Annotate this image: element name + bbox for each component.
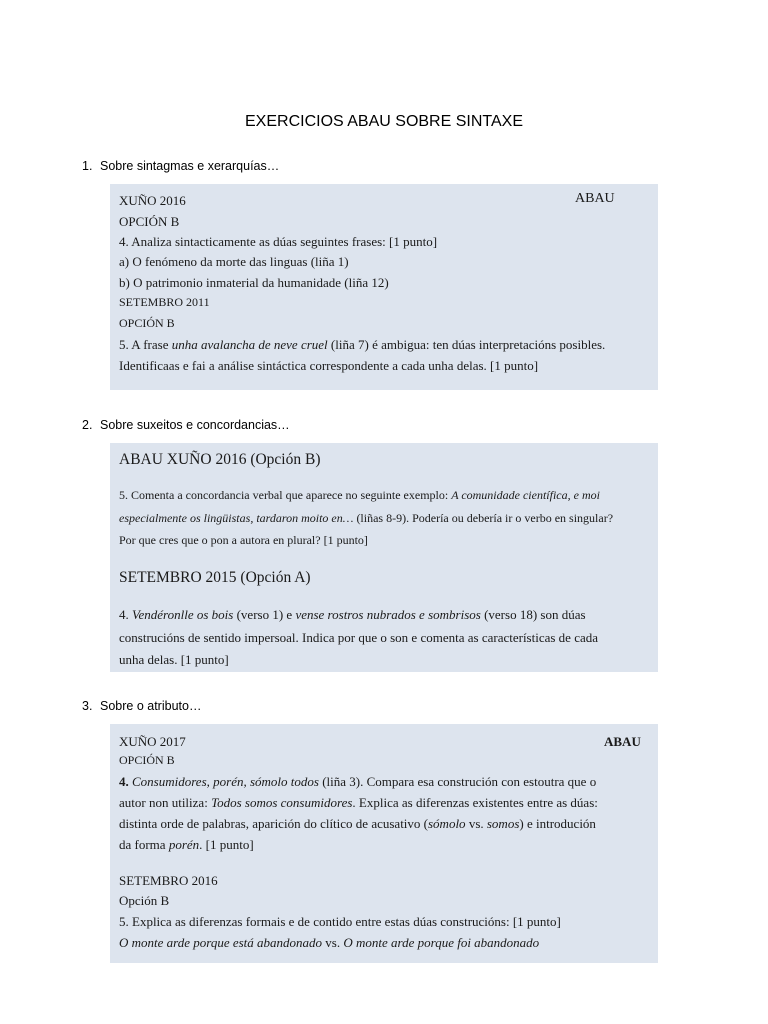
question-4-line-3: unha delas. [1 punto] bbox=[119, 652, 229, 667]
section-number: 3. bbox=[82, 699, 93, 713]
section-heading-1 bbox=[82, 159, 279, 173]
section-number: 2. bbox=[82, 418, 93, 432]
text-run: 5. A frase bbox=[119, 337, 172, 352]
italic-phrase: A comunidade científica, e moi bbox=[451, 488, 600, 502]
question-4b: b) O patrimonio inmaterial da humanidade (liña 12) bbox=[119, 275, 389, 290]
text-run: (liñas 8-9). Podería ou debería ir o verbo en singular? bbox=[353, 511, 614, 525]
section-heading-2 bbox=[82, 418, 290, 432]
exam-option: OPCIÓN B bbox=[119, 753, 175, 767]
question-5: 5. Explica as diferenzas formais e de contido entre estas dúas construcións: [1 punto] bbox=[119, 914, 561, 929]
italic-phrase: especialmente os lingüistas, tardaron moito en… bbox=[119, 511, 354, 525]
text-run: 5. Comenta a concordancia verbal que aparece no seguinte exemplo: bbox=[119, 488, 452, 502]
question-4-line-2: construcións de sentido impersoal. Indica por que o son e comenta as características de cada bbox=[119, 630, 599, 645]
question-number: 4. bbox=[119, 774, 129, 789]
section-label: Sobre sintagmas e xerarquías… bbox=[100, 159, 280, 173]
text-run: vs. bbox=[465, 816, 487, 831]
italic-phrase: O monte arde porque está abandonado bbox=[119, 935, 323, 950]
text-run: vs. bbox=[322, 935, 344, 950]
text-run: (verso 1) e bbox=[233, 607, 296, 622]
text-run: . Explica as diferenzas existentes entre as dúas: bbox=[352, 795, 598, 810]
section-label: Sobre suxeitos e concordancias… bbox=[100, 418, 290, 432]
text-run: autor non utiliza: bbox=[119, 795, 212, 810]
question-4: 4. Analiza sintacticamente as dúas seguintes frases: [1 punto] bbox=[119, 234, 438, 249]
italic-phrase: vense rostros nubrados e sombrisos bbox=[295, 607, 481, 622]
text-run: ) e introdución bbox=[519, 816, 596, 831]
text-run: (verso 18) son dúas bbox=[480, 607, 586, 622]
section-number: 1. bbox=[82, 159, 93, 173]
section-heading-3 bbox=[82, 699, 201, 713]
exam-brand: ABAU bbox=[604, 734, 641, 749]
question-4-line-1 bbox=[119, 607, 586, 623]
exam-heading-1: ABAU XUÑO 2016 (Opción B) bbox=[119, 451, 321, 468]
italic-phrase: somos bbox=[486, 816, 520, 831]
exam-option-2: OPCIÓN B bbox=[119, 316, 175, 330]
text-run: distinta orde de palabras, aparición do clítico de acusativo ( bbox=[119, 816, 428, 831]
text-run: 4. bbox=[119, 607, 132, 622]
question-5 bbox=[119, 337, 605, 353]
exam-option-2: Opción B bbox=[119, 893, 170, 908]
question-4-line-3 bbox=[119, 816, 596, 832]
question-4-line-1 bbox=[119, 774, 596, 790]
italic-phrase: porén bbox=[168, 837, 200, 852]
italic-phrase: Todos somos consumidores bbox=[211, 795, 353, 810]
section-label: Sobre o atributo… bbox=[100, 699, 202, 713]
exam-date: XUÑO 2016 bbox=[119, 193, 186, 208]
exam-date: XUÑO 2017 bbox=[119, 734, 186, 749]
question-5-line-2: Identificaas e fai a análise sintáctica correspondente a cada unha delas. [1 punto] bbox=[119, 358, 539, 373]
italic-phrase: sómolo bbox=[428, 816, 466, 831]
question-4a: a) O fenómeno da morte das linguas (liña 1) bbox=[119, 254, 349, 269]
exam-heading-2: SETEMBRO 2015 (Opción A) bbox=[119, 569, 311, 586]
question-5-examples bbox=[119, 935, 539, 951]
question-5-line-3: Por que cres que o pon a autora en plural? [1 punto] bbox=[119, 533, 368, 547]
text-run: da forma bbox=[119, 837, 169, 852]
exam-excerpt-box-1 bbox=[110, 184, 658, 390]
exam-date-2: SETEMBRO 2016 bbox=[119, 873, 218, 888]
question-5-line-2 bbox=[119, 511, 613, 526]
exam-brand: ABAU bbox=[575, 191, 615, 206]
question-5-line-1 bbox=[119, 488, 600, 503]
exam-excerpt-box-3 bbox=[110, 724, 658, 963]
question-4-line-2 bbox=[119, 795, 598, 811]
exam-date-2: SETEMBRO 2011 bbox=[119, 295, 210, 309]
italic-phrase: unha avalancha de neve cruel bbox=[171, 337, 328, 352]
text-run: (liña 7) é ambigua: ten dúas interpretacións posibles. bbox=[327, 337, 606, 352]
exam-option: OPCIÓN B bbox=[119, 214, 180, 229]
italic-phrase: O monte arde porque foi abandonado bbox=[343, 935, 540, 950]
question-4-line-4 bbox=[119, 837, 254, 853]
text-run: . [1 punto] bbox=[199, 837, 254, 852]
italic-phrase: Consumidores, porén, sómolo todos bbox=[128, 774, 319, 789]
exam-excerpt-box-2 bbox=[110, 443, 658, 672]
page-title: EXERCICIOS ABAU SOBRE SINTAXE bbox=[245, 113, 523, 130]
italic-phrase: Vendéronlle os bois bbox=[132, 607, 234, 622]
text-run: (liña 3). Compara esa construción con estoutra que o bbox=[318, 774, 597, 789]
